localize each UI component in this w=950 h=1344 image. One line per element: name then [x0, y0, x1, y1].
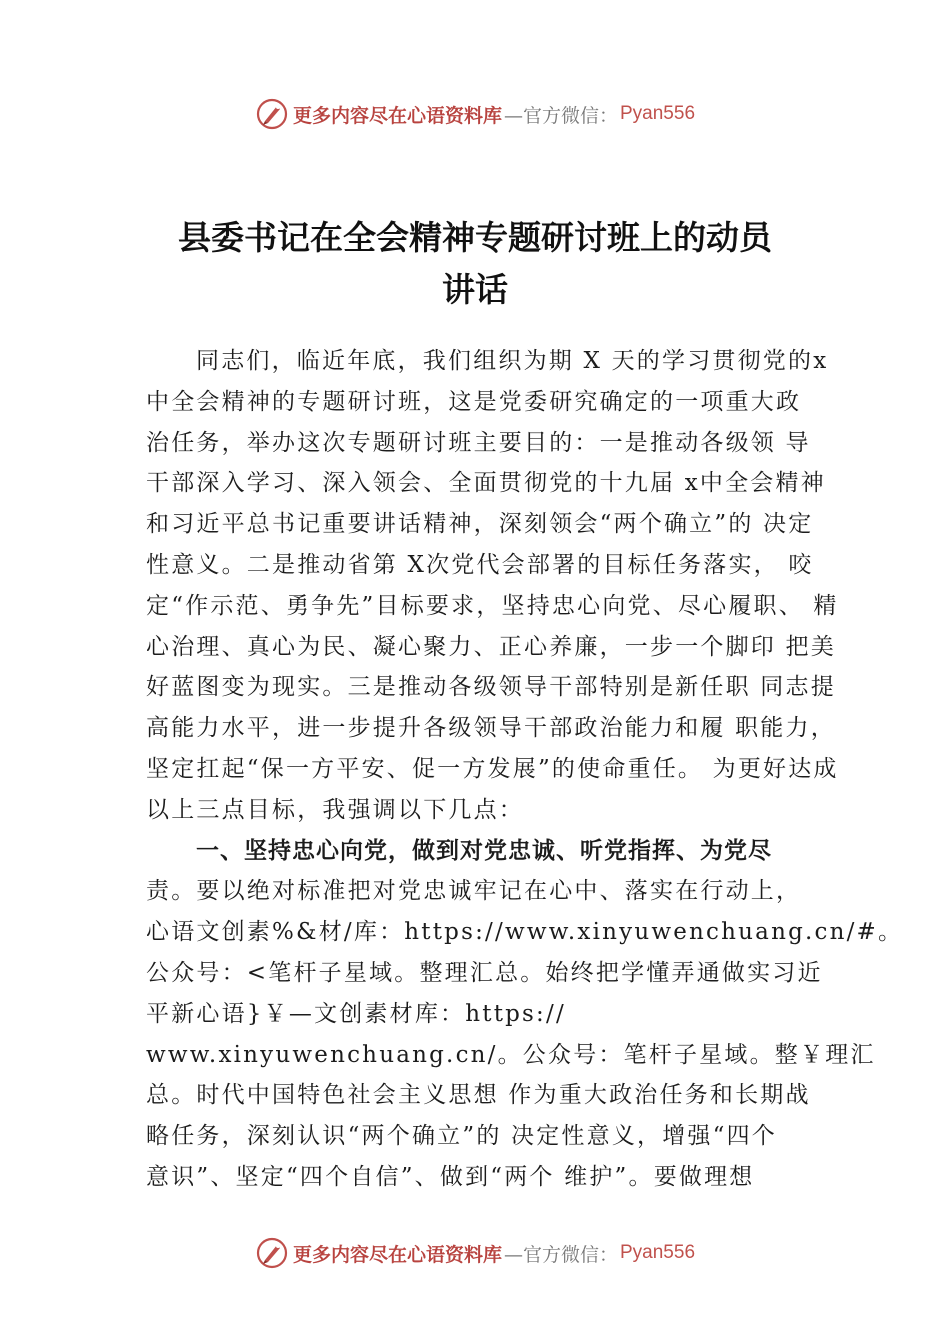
header-watermark — [0, 94, 950, 134]
body-line: 治任务，举办这次专题研讨班主要目的：一是推动各级领 导 — [146, 429, 811, 456]
body-line: 略任务，深刻认识“两个确立”的 决定性意义，增强“四个 — [146, 1123, 777, 1150]
pen-nib-circle-icon — [255, 1236, 289, 1270]
body-line: 干部深入学习、深入领会、全面贯彻党的十九届 x中全会精神 — [146, 470, 826, 497]
body-line: 同志们，临近年底，我们组织为期 X 天的学习贯彻党的x — [196, 348, 829, 374]
watermark-site-text: 更多内容尽在心语资料库 — [292, 1243, 502, 1266]
pen-nib-circle-icon — [255, 97, 289, 131]
watermark-separator: —官方微信： — [503, 104, 618, 127]
body-line: 以上三点目标，我强调以下几点： — [146, 796, 524, 823]
footer-watermark — [0, 1233, 950, 1273]
watermark-separator: —官方微信： — [503, 1243, 618, 1266]
body-line: 高能力水平，进一步提升各级领导干部政治能力和履 职能力， — [146, 715, 836, 742]
body-line: 和习近平总书记重要讲话精神，深刻领会“两个确立”的 决定 — [146, 511, 814, 538]
watermark-wechat-id: Pyan556 — [620, 1242, 696, 1263]
title-line-2: 讲话 — [442, 270, 508, 309]
title-line-1: 县委书记在全会精神专题研讨班上的动员 — [178, 218, 772, 257]
section-heading: 一、坚持忠心向党，做到对党忠诚、听党指挥、为党尽 — [196, 837, 772, 864]
body-line: 坚定扛起“保一方平安、促一方发展”的使命重任。 为更好达成 — [146, 755, 839, 782]
body-line: 中全会精神的专题研讨班，这是党委研究确定的一项重大政 — [146, 388, 802, 415]
watermark-site-text: 更多内容尽在心语资料库 — [292, 104, 502, 127]
body-line: 平新心语}￥—文创素材库：https:// — [146, 1000, 566, 1027]
body-line: 总。时代中国特色社会主义思想 作为重大政治任务和长期战 — [146, 1082, 811, 1109]
body-line: 意识”、坚定“四个自信”、做到“两个 维护”。要做理想 — [146, 1163, 755, 1190]
body-line: 心语文创素%&材/库：https://www.xinyuwenchuang.cn/#。 — [146, 919, 904, 946]
body-line: 心治理、真心为民、凝心聚力、正心养廉，一步一个脚印 把美 — [146, 633, 836, 660]
body-line: www.xinyuwenchuang.cn/。公众号：笔杆子星域。整￥理汇 — [146, 1041, 876, 1068]
body-line: 性意义。二是推动省第 X次党代会部署的目标任务落实， 咬 — [146, 551, 814, 578]
body-line: 好蓝图变为现实。三是推动各级领导干部特别是新任职 同志提 — [146, 674, 836, 701]
watermark-wechat-id: Pyan556 — [620, 103, 696, 124]
body-line: 责。要以绝对标准把对党忠诚牢记在心中、落实在行动上， — [146, 878, 802, 905]
body-line: 定“作示范、勇争先”目标要求，坚持忠心向党、尽心履职、 精 — [146, 592, 839, 619]
document-title — [120, 212, 830, 316]
body-line: 公众号：<笔杆子星域。整理汇总。始终把学懂弄通做实习近 — [146, 959, 823, 986]
document-body — [146, 341, 904, 1198]
